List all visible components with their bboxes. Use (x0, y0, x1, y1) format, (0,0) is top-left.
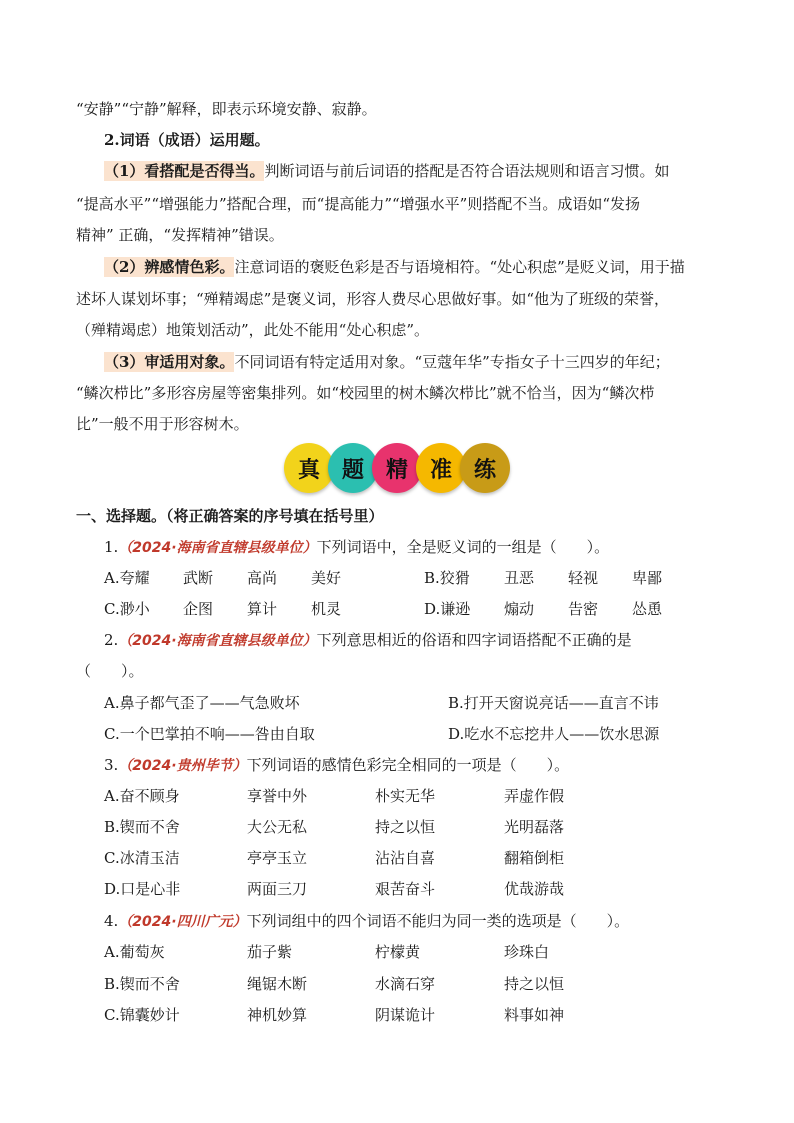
q4-option: 柠檬黄 (375, 943, 421, 961)
q4-option: B.锲而不舍 (104, 975, 180, 993)
question-number: 2. (104, 631, 119, 649)
q4-option: 水滴石穿 (375, 975, 436, 993)
section-heading: 2.词语（成语）运用题。 (104, 131, 270, 149)
question-source: （2024·四川广元） (118, 914, 247, 930)
q4-option: A.葡萄灰 (104, 943, 165, 961)
q1-option: 怂恿 (632, 600, 663, 618)
q3-option: 持之以恒 (375, 818, 436, 836)
banner-circle-5: 练 (460, 443, 510, 493)
question-source: （2024·海南省直辖县级单位） (118, 540, 317, 556)
q3-option: 沾沾自喜 (375, 849, 436, 867)
banner-circle-3: 精 (372, 443, 422, 493)
q3-option: 两面三刀 (247, 880, 308, 898)
q3-option: 优哉游哉 (504, 880, 565, 898)
q3-option: 朴实无华 (375, 787, 436, 805)
part-one-heading: 一、选择题。（将正确答案的序号填在括号里） (76, 507, 384, 525)
q4-option: 绳锯木断 (247, 975, 308, 993)
question-number: 1. (104, 538, 119, 556)
q4-option: 阴谋诡计 (375, 1006, 436, 1024)
point-1-line-1 (104, 160, 669, 182)
q3-option: 翻箱倒柜 (504, 849, 565, 867)
question-text: 下列词语的感情色彩完全相同的一项是（ ）。 (246, 756, 570, 774)
q3-option: D.口是心非 (104, 880, 181, 898)
point-1-line-3: 精神” 正确，“发挥精神”错误。 (76, 226, 284, 244)
q1-option: 机灵 (311, 600, 342, 618)
point-2-line-3: （殚精竭虑）地策划活动”，此处不能用“处心积虑”。 (76, 321, 430, 339)
point-2-text: 注意词语的褒贬色彩是否与语境相符。“处心积虑”是贬义词，用于描 (234, 258, 685, 276)
question-text: 下列词组中的四个词语不能归为同一类的选项是（ ）。 (246, 912, 630, 930)
point-2-label: （2）辨感情色彩。 (104, 258, 235, 276)
question-4-stem (104, 910, 629, 933)
q4-option: 持之以恒 (504, 975, 565, 993)
banner-circle-1: 真 (284, 443, 334, 493)
q1-option: 武断 (183, 569, 214, 587)
q3-option: 亭亭玉立 (247, 849, 308, 867)
point-3-line-2: “鳞次栉比”多形容房屋等密集排列。如“校园里的树木鳞次栉比”就不恰当，因为“鳞次栉 (76, 384, 655, 402)
q1-option: C.渺小 (104, 600, 150, 618)
q3-option: A.奋不顾身 (104, 787, 180, 805)
point-3-label: （3）审适用对象。 (104, 353, 235, 371)
q4-option: 珍珠白 (504, 943, 550, 961)
q4-option: C.锦囊妙计 (104, 1006, 180, 1024)
point-2-line-2: 述坏人谋划坏事；“殚精竭虑”是褒义词，形容人费尽心思做好事。如“他为了班级的荣誉， (76, 290, 670, 308)
point-1-line-2: “提高水平”“增强能力”搭配合理，而“提高能力”“增强水平”则搭配不当。成语如“发扬 (76, 195, 641, 213)
q4-option: 茄子紫 (247, 943, 293, 961)
q1-option: B.狡猾 (424, 569, 470, 587)
q1-option: 企图 (183, 600, 214, 618)
q1-option: D.谦逊 (424, 600, 471, 618)
q1-option: 丑恶 (504, 569, 535, 587)
q4-option: 料事如神 (504, 1006, 565, 1024)
intro-line: “安静”“宁静”解释，即表示环境安静、寂静。 (76, 100, 377, 118)
q3-option: B.锲而不舍 (104, 818, 180, 836)
q1-option: 轻视 (568, 569, 599, 587)
point-3-line-3: 比”一般不用于形容树木。 (76, 415, 249, 433)
question-3-stem (104, 754, 569, 777)
point-3-line-1 (104, 351, 670, 373)
question-2-stem-cont: （ ）。 (76, 662, 144, 680)
q3-option: C.冰清玉洁 (104, 849, 180, 867)
question-source: （2024·海南省直辖县级单位） (118, 633, 317, 649)
q3-option: 弄虚作假 (504, 787, 565, 805)
question-1-stem (104, 536, 609, 559)
point-1-label: （1）看搭配是否得当。 (104, 162, 265, 180)
point-1-text: 判断词语与前后词语的搭配是否符合语法规则和语言习惯。如 (264, 162, 670, 180)
q3-option: 享誉中外 (247, 787, 308, 805)
point-3-text: 不同词语有特定适用对象。“豆蔻年华”专指女子十三四岁的年纪； (234, 353, 670, 371)
q1-option: 煽动 (504, 600, 535, 618)
question-number: 3. (104, 756, 119, 774)
q1-option: 高尚 (247, 569, 278, 587)
q1-option: 告密 (568, 600, 599, 618)
question-text: 下列意思相近的俗语和四字词语搭配不正确的是 (316, 631, 632, 649)
banner-circle-2: 题 (328, 443, 378, 493)
q3-option: 光明磊落 (504, 818, 565, 836)
q1-option: 算计 (247, 600, 278, 618)
question-number: 4. (104, 912, 119, 930)
point-2-line-1 (104, 256, 685, 278)
q2-option: D.吃水不忘挖井人——饮水思源 (448, 725, 660, 743)
q1-option: A.夸耀 (104, 569, 150, 587)
q1-option: 卑鄙 (632, 569, 663, 587)
q2-option: C.一个巴掌拍不响——咎由自取 (104, 725, 315, 743)
q1-option: 美好 (311, 569, 342, 587)
q2-option: A.鼻子都气歪了——气急败坏 (104, 694, 300, 712)
banner-circle-4: 准 (416, 443, 466, 493)
question-text: 下列词语中，全是贬义词的一组是（ ）。 (316, 538, 610, 556)
question-source: （2024·贵州毕节） (118, 758, 247, 774)
q2-option: B.打开天窗说亮话——直言不讳 (448, 694, 659, 712)
q3-option: 大公无私 (247, 818, 308, 836)
practice-banner (284, 443, 512, 493)
question-2-stem (104, 629, 632, 652)
q3-option: 艰苦奋斗 (375, 880, 436, 898)
q4-option: 神机妙算 (247, 1006, 308, 1024)
